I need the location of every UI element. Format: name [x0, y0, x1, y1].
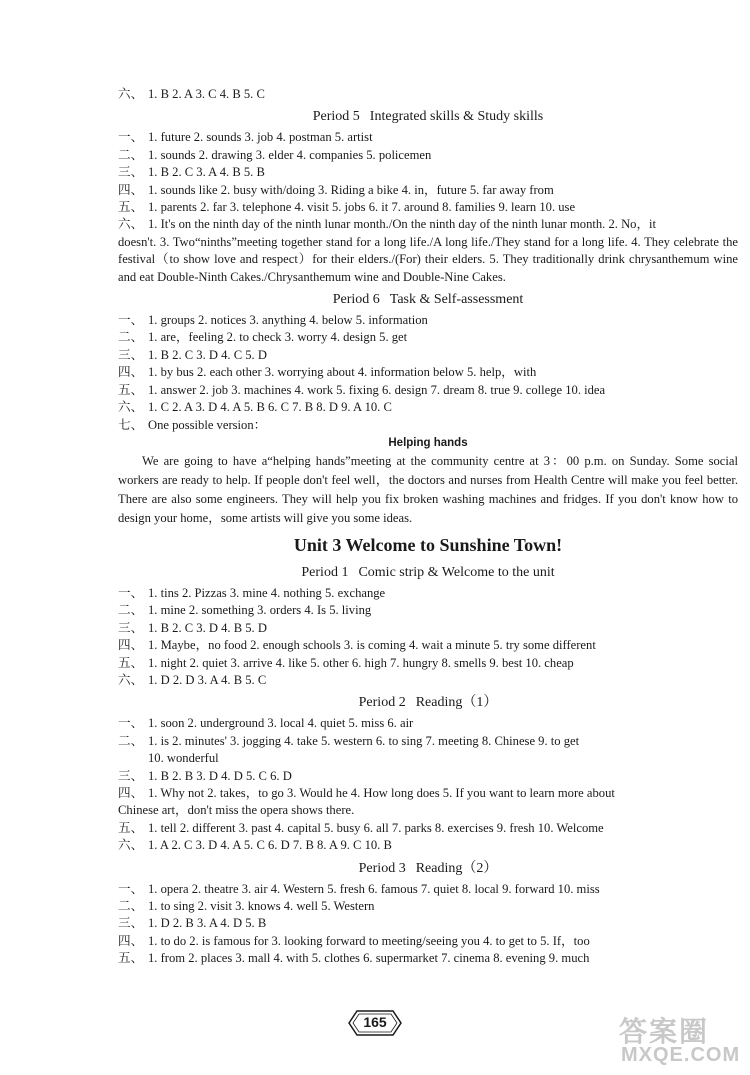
- section-number: 四、: [118, 785, 144, 800]
- answer-line: [118, 86, 738, 103]
- period-title: Reading（1）: [415, 695, 498, 711]
- section-number: 四、: [118, 638, 144, 653]
- answer-line: [118, 837, 738, 854]
- watermark: [615, 1010, 745, 1070]
- answer-line: [118, 655, 738, 672]
- answer-text: 1. are，feeling 2. to check 3. worry 4. design 5. get: [148, 330, 408, 345]
- answer-line: [118, 329, 738, 346]
- answer-text: 1. tell 2. different 3. past 4. capital 5. busy 6. all 7. parks 8. exercises 9. fresh 10. Welcome: [148, 820, 604, 835]
- section-number: 二、: [118, 899, 144, 913]
- section-number: 三、: [118, 347, 144, 362]
- period-heading: [118, 106, 738, 127]
- answer-line: [118, 417, 738, 434]
- period-title: Integrated skills & Study skills: [369, 109, 544, 125]
- section-number: 一、: [118, 130, 144, 145]
- answer-text: One possible version：: [148, 417, 267, 432]
- period-title: Reading（2）: [415, 860, 498, 876]
- answer-text: 1. sounds like 2. busy with/doing 3. Riding a bike 4. in，future 5. far away from: [148, 182, 554, 197]
- answer-line: [118, 164, 738, 181]
- section-number: 六、: [118, 87, 144, 101]
- answer-line: [118, 785, 738, 802]
- period-heading: [118, 562, 738, 583]
- section-number: 五、: [118, 951, 144, 966]
- answer-line: [118, 602, 738, 619]
- answer-text: 1. D 2. D 3. A 4. B 5. C: [148, 672, 267, 687]
- essay-body: We are going to have a“helping hands”meeting at the community centre at 3：00 p.m. on Sunday. Some social workers are ready to help. If people don't feel well，the doctors and nurses from Health Centre will make you feel better. There are also some engineers. They will help you fix broken washing machines and fridges. If you don't know how to design your home，some artists will give you some ideas.: [118, 453, 738, 525]
- answer-text: 1. mine 2. something 3. orders 4. Is 5. living: [148, 603, 372, 618]
- answer-line: [118, 637, 738, 654]
- answer-text: 1. is 2. minutes' 3. jogging 4. take 5. western 6. to sing 7. meeting 8. Chinese 9. to get: [148, 733, 580, 748]
- answer-text: 1. tins 2. Pizzas 3. mine 4. nothing 5. exchange: [148, 585, 386, 600]
- answer-line: [118, 933, 738, 950]
- answer-text: 1. B 2. C 3. A 4. B 5. B: [148, 165, 265, 180]
- answer-line: [118, 199, 738, 216]
- period-heading: [118, 692, 738, 713]
- answer-line: [118, 881, 738, 898]
- answer-paragraph: doesn't. 3. Two“ninths”meeting together stand for a long life./A long life./They stand for a long life. 4. They celebrate the festival（to show love and respect）for their elders./(For) their elders. 5. They traditionally drink chrysanthemum wine and eat Double-Ninth Cakes./Chrysanthemum wine and Double-Nine Cakes.: [118, 234, 738, 284]
- section-number: 三、: [118, 916, 144, 931]
- answer-continuation: 10. wonderful: [148, 751, 219, 766]
- answer-text: 1. Maybe，no food 2. enough schools 3. is coming 4. wait a minute 5. try some different: [148, 638, 596, 653]
- page-number-badge: [345, 1008, 405, 1038]
- section-number: 五、: [118, 655, 144, 670]
- essay: [118, 452, 738, 528]
- period-label: Period 3: [358, 860, 406, 876]
- section-number: 二、: [118, 330, 144, 345]
- answer-line: [118, 950, 738, 967]
- section-number: 一、: [118, 881, 144, 896]
- section-number: 二、: [118, 603, 144, 618]
- answer-text: 1. opera 2. theatre 3. air 4. Western 5. fresh 6. famous 7. quiet 8. local 9. forward 10. miss: [148, 881, 600, 896]
- page-number: 165: [363, 1014, 387, 1030]
- answer-text: 1. future 2. sounds 3. job 4. postman 5. artist: [148, 130, 373, 145]
- unit-title: Unit 3 Welcome to Sunshine Town!: [293, 534, 563, 555]
- section-number: 二、: [118, 733, 144, 748]
- answer-line: [118, 915, 738, 932]
- period-label: Period 6: [332, 292, 380, 308]
- period-title: Comic strip & Welcome to the unit: [358, 564, 555, 580]
- section-number: 四、: [118, 182, 144, 197]
- answer-text: 1. C 2. A 3. D 4. A 5. B 6. C 7. B 8. D 9. A 10. C: [148, 400, 392, 415]
- answer-text: 1. It's on the ninth day of the ninth lunar month./On the ninth day of the ninth lunar month. 2. No，it: [148, 217, 657, 232]
- answer-line: [118, 182, 738, 199]
- answer-line: [118, 312, 738, 329]
- answer-page: [118, 86, 738, 968]
- answer-line: [118, 820, 738, 837]
- section-number: 一、: [118, 585, 144, 600]
- watermark-logo: 答案圈: [619, 1016, 710, 1047]
- section-number: 三、: [118, 620, 144, 635]
- section-number: 六、: [118, 400, 144, 415]
- answer-text: 1. to sing 2. visit 3. knows 4. well 5. Western: [148, 899, 375, 913]
- answer-line: [118, 364, 738, 381]
- answer-continuation: Chinese art，don't miss the opera shows there.: [118, 803, 355, 818]
- answer-line: [118, 898, 738, 915]
- answer-text: 1. groups 2. notices 3. anything 4. below 5. information: [148, 313, 428, 328]
- watermark-url: MXQE.COM: [621, 1044, 741, 1066]
- section-number: 六、: [118, 217, 144, 232]
- answer-text: 1. to do 2. is famous for 3. looking forward to meeting/seeing you 4. to get to 5. If，too: [148, 933, 590, 948]
- answer-text: 1. B 2. A 3. C 4. B 5. C: [148, 87, 265, 101]
- section-number: 三、: [118, 768, 144, 783]
- answer-line: [118, 733, 738, 750]
- answer-text: 1. Why not 2. takes，to go 3. Would he 4. How long does 5. If you want to learn more about: [148, 785, 615, 800]
- answer-text: 1. A 2. C 3. D 4. A 5. C 6. D 7. B 8. A 9. C 10. B: [148, 838, 392, 853]
- period-label: Period 2: [358, 695, 406, 711]
- answer-line: [118, 216, 738, 233]
- answer-text: 1. from 2. places 3. mall 4. with 5. clothes 6. supermarket 7. cinema 8. evening 9. much: [148, 951, 590, 966]
- answer-line: [118, 129, 738, 146]
- section-number: 六、: [118, 672, 144, 687]
- period-heading: [118, 289, 738, 310]
- answer-text: 1. soon 2. underground 3. local 4. quiet 5. miss 6. air: [148, 716, 414, 731]
- answer-line: [118, 382, 738, 399]
- period-heading: [118, 858, 738, 879]
- answer-line: [118, 672, 738, 689]
- answer-line: [118, 768, 738, 785]
- answer-text: 1. sounds 2. drawing 3. elder 4. companies 5. policemen: [148, 147, 432, 162]
- answer-text: 1. answer 2. job 3. machines 4. work 5. fixing 6. design 7. dream 8. true 9. college 10. idea: [148, 382, 606, 397]
- section-number: 五、: [118, 200, 144, 215]
- period-title: Task & Self-assessment: [389, 292, 524, 308]
- section-number: 五、: [118, 382, 144, 397]
- answer-text: 1. by bus 2. each other 3. worrying about 4. information below 5. help，with: [148, 365, 537, 380]
- answer-line: [118, 715, 738, 732]
- section-number: 三、: [118, 165, 144, 180]
- answer-text: 1. night 2. quiet 3. arrive 4. like 5. other 6. high 7. hungry 8. smells 9. best 10. cheap: [148, 655, 574, 670]
- answer-line: [118, 585, 738, 602]
- answer-text: 1. B 2. C 3. D 4. C 5. D: [148, 347, 267, 362]
- answer-line: [118, 620, 738, 637]
- answer-line: [118, 147, 738, 164]
- answer-text: 1. B 2. C 3. D 4. B 5. D: [148, 620, 267, 635]
- section-number: 四、: [118, 365, 144, 380]
- essay-title: Helping hands: [388, 436, 468, 449]
- section-number: 一、: [118, 716, 144, 731]
- section-number: 四、: [118, 933, 144, 948]
- answer-text: 1. D 2. B 3. A 4. D 5. B: [148, 916, 267, 931]
- answer-line: [118, 347, 738, 364]
- answer-text: 1. parents 2. far 3. telephone 4. visit 5. jobs 6. it 7. around 8. families 9. learn 10. use: [148, 200, 576, 215]
- period-label: Period 1: [301, 564, 349, 580]
- answer-line: [118, 399, 738, 416]
- answer-text: 1. B 2. B 3. D 4. D 5. C 6. D: [148, 768, 292, 783]
- section-number: 七、: [118, 417, 144, 432]
- section-number: 一、: [118, 313, 144, 328]
- section-number: 二、: [118, 147, 144, 162]
- section-number: 五、: [118, 820, 144, 835]
- section-number: 六、: [118, 838, 144, 853]
- period-label: Period 5: [312, 109, 360, 125]
